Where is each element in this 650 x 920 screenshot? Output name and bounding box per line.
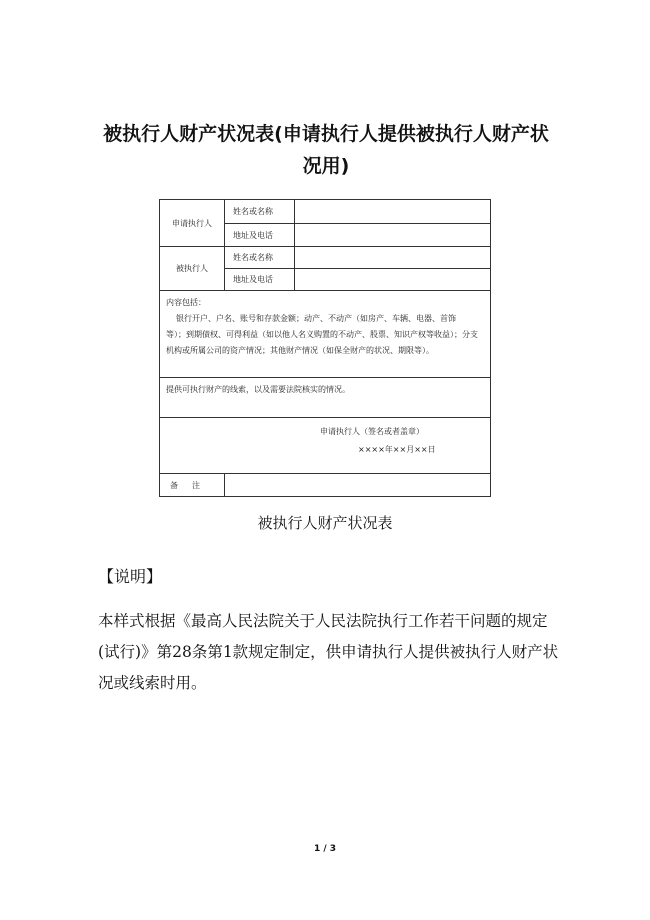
content-line: 机构或所属公司的资产情况；其他财产情况（如保全财产的状况、期限等）。 xyxy=(166,346,434,355)
property-content-cell[interactable] xyxy=(160,291,491,378)
page-number: 1 / 3 xyxy=(313,844,337,854)
signature-label: 申请执行人（签名或者盖章） xyxy=(320,427,424,436)
executed-name-field[interactable] xyxy=(295,247,491,269)
property-status-form xyxy=(159,199,491,497)
date-text: ××××年××月××日 xyxy=(358,445,436,454)
executed-name-label: 姓名或名称 xyxy=(225,247,295,269)
signature-cell[interactable] xyxy=(160,418,491,474)
table-caption: 被执行人财产状况表 xyxy=(257,514,393,532)
applicant-name-label: 姓名或名称 xyxy=(225,200,295,224)
executed-label: 被执行人 xyxy=(160,247,225,291)
explanation-heading: 【说明】 xyxy=(98,567,163,586)
content-line: 银行开户、户名、账号和存款金额；动产、不动产（如房产、车辆、电器、首饰 xyxy=(176,314,456,323)
executed-address-field[interactable] xyxy=(295,269,491,291)
clue-cell[interactable] xyxy=(160,378,491,418)
applicant-address-field[interactable] xyxy=(295,224,491,247)
remark-label: 备注 xyxy=(160,474,225,497)
page-title: 被执行人财产状况表(申请执行人提供被执行人财产状况用) xyxy=(103,123,549,177)
content-intro: 内容包括： xyxy=(166,298,206,307)
applicant-label: 申请执行人 xyxy=(160,200,225,247)
remark-field[interactable] xyxy=(225,474,491,497)
applicant-name-field[interactable] xyxy=(295,200,491,224)
applicant-address-label: 地址及电话 xyxy=(225,224,295,247)
content-line: 等）；到期债权、可得利益（如以他人名义购置的不动产、股票、知识产权等收益）；分支 xyxy=(166,330,478,339)
clue-text: 提供可执行财产的线索，以及需要法院核实的情况。 xyxy=(166,385,350,394)
explanation-body: 本样式根据《最高人民法院关于人民法院执行工作若干问题的规定(试行)》第28条第1款规定制定，供申请执行人提供被执行人财产状况或线索时用。 xyxy=(98,612,559,692)
executed-address-label: 地址及电话 xyxy=(225,269,295,291)
